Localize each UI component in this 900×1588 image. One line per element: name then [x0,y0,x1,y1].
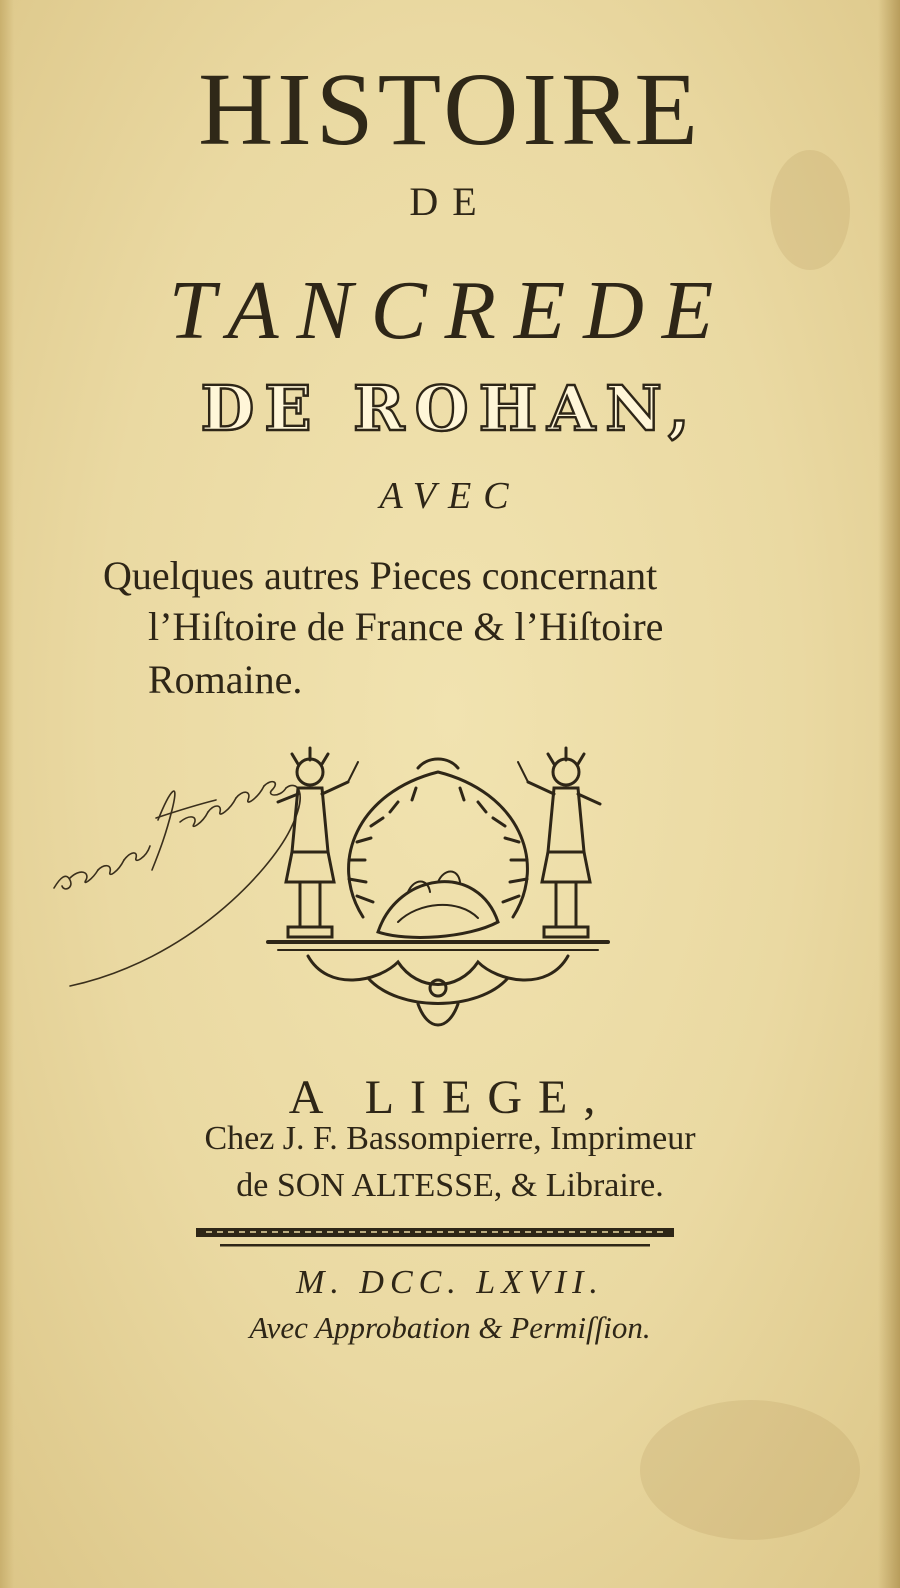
imprint-approbation: Avec Approbation & Permiſſion. [249,1310,651,1345]
imprint-date: M. DCC. LXVII. [296,1264,604,1301]
decorative-rule [196,1226,674,1252]
title-avec: AVEC [379,475,521,517]
imprint-printer-line2: de SON ALTESSE, & Libraire. [236,1167,664,1204]
subtitle-line: Quelques autres Pieces concernant [103,553,658,598]
subtitle-line: Romaine. [148,657,303,702]
imprint-place: A LIEGE, [288,1071,612,1124]
foxing-stain [640,1400,860,1540]
book-title: HISTOIRE [198,52,702,167]
page-edge-right [878,0,900,1588]
title-house: DE ROHAN, [200,372,700,445]
printers-ornament [248,742,628,1042]
page-edge-left [0,0,14,1588]
title-de: DE [409,179,491,224]
title-name: TANCREDE [168,264,732,357]
imprint-printer: Chez J. F. Bassompierre, Imprimeur [204,1120,696,1157]
subtitle-line: l’Hiſtoire de France & l’Hiſtoire [148,604,664,649]
